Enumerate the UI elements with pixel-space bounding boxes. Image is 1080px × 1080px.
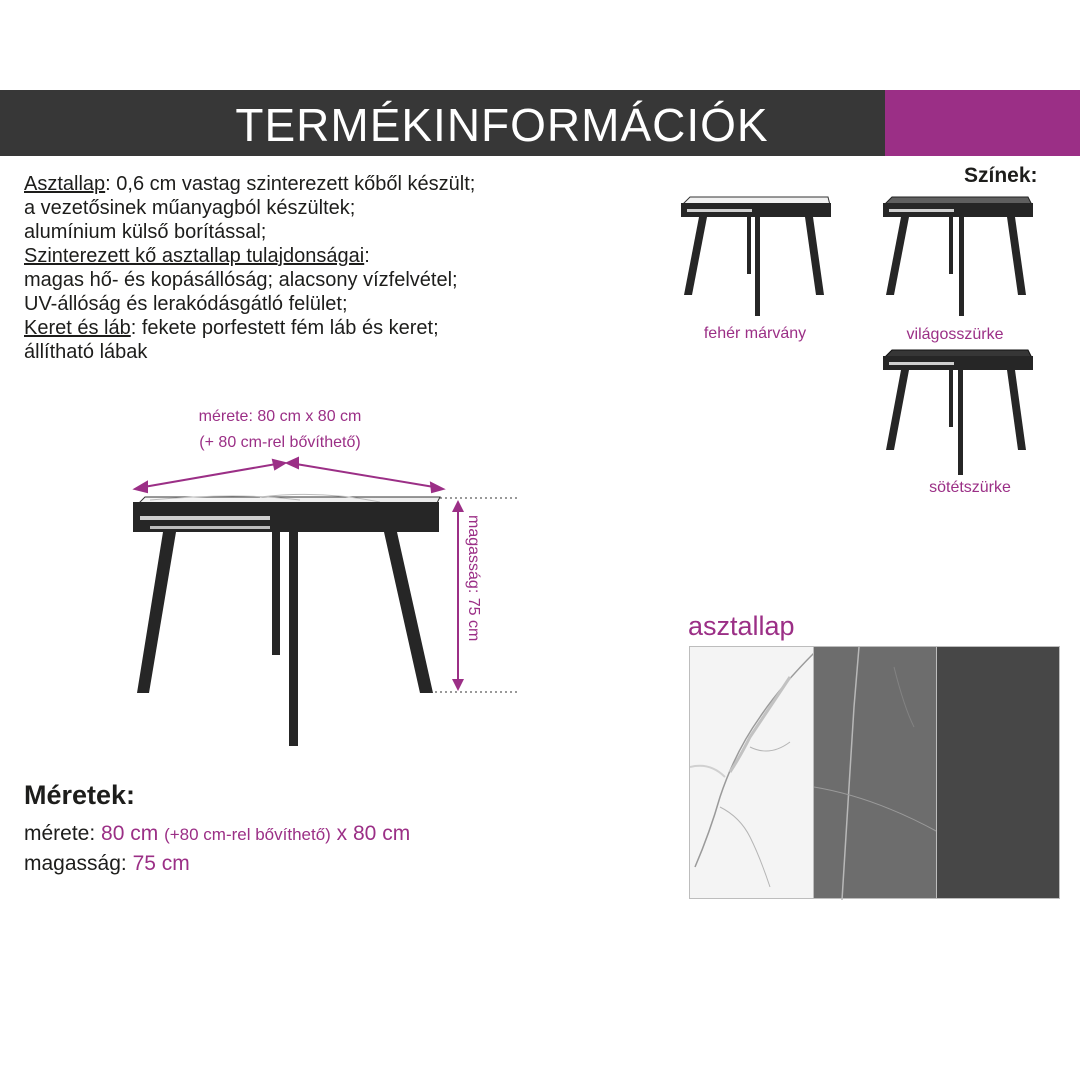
spec-label-frame: Keret és láb — [24, 317, 131, 339]
color-label-white-marble: fehér márvány — [703, 325, 807, 342]
colors-heading: Színek: — [964, 164, 1038, 187]
spec-label-stone: Szinterezett kő asztallap tulajdonságai — [24, 245, 365, 267]
color-option-white-marble — [681, 197, 831, 316]
diagram-extension-label: (+ 80 cm-rel bővíthető) — [199, 434, 361, 451]
spec-line-rails: a vezetősinek műanyagból készültek; — [24, 197, 356, 219]
spec-line-frame: Keret és láb: fekete porfestett fém láb és keret; — [24, 317, 439, 339]
dimensions-height-line: magasság: 75 cm — [24, 852, 190, 875]
diagram-height-label: magasság: 75 cm — [465, 515, 482, 642]
spec-line-tabletop: Asztallap: 0,6 cm vastag szinterezett kőből készült; — [24, 173, 476, 195]
swatch-light-grey — [813, 646, 937, 899]
page-title: TERMÉKINFORMÁCIÓK — [235, 99, 769, 151]
dimensions-size-line: mérete: 80 cm (+80 cm-rel bővíthető) x 80 cm — [24, 822, 411, 845]
diagram-size-label: mérete: 80 cm x 80 cm — [198, 408, 362, 425]
swatch-white-marble — [689, 646, 814, 899]
spec-line-aluminium: alumínium külső borítással; — [24, 221, 267, 243]
spec-line-uv: UV-állóság és lerakódásgátló felület; — [24, 293, 348, 315]
tabletop-heading: asztallap — [688, 611, 795, 641]
dimensions-title: Méretek: — [24, 780, 136, 810]
swatch-dark-grey — [936, 646, 1060, 899]
spec-line-stone-props: Szinterezett kő asztallap tulajdonságai: — [24, 245, 370, 267]
main-table-illustration — [133, 494, 440, 746]
color-label-light-grey: világosszürke — [906, 326, 1004, 343]
width-arrows — [135, 458, 443, 492]
spec-label-tabletop: Asztallap — [24, 173, 106, 195]
spec-line-resistance: magas hő- és kopásállóság; alacsony vízfelvétel; — [24, 269, 458, 291]
color-option-light-grey — [883, 197, 1033, 316]
color-label-dark-grey: sötétszürke — [929, 479, 1011, 496]
color-option-dark-grey — [883, 350, 1033, 475]
spec-line-legs: állítható lábak — [24, 341, 148, 363]
